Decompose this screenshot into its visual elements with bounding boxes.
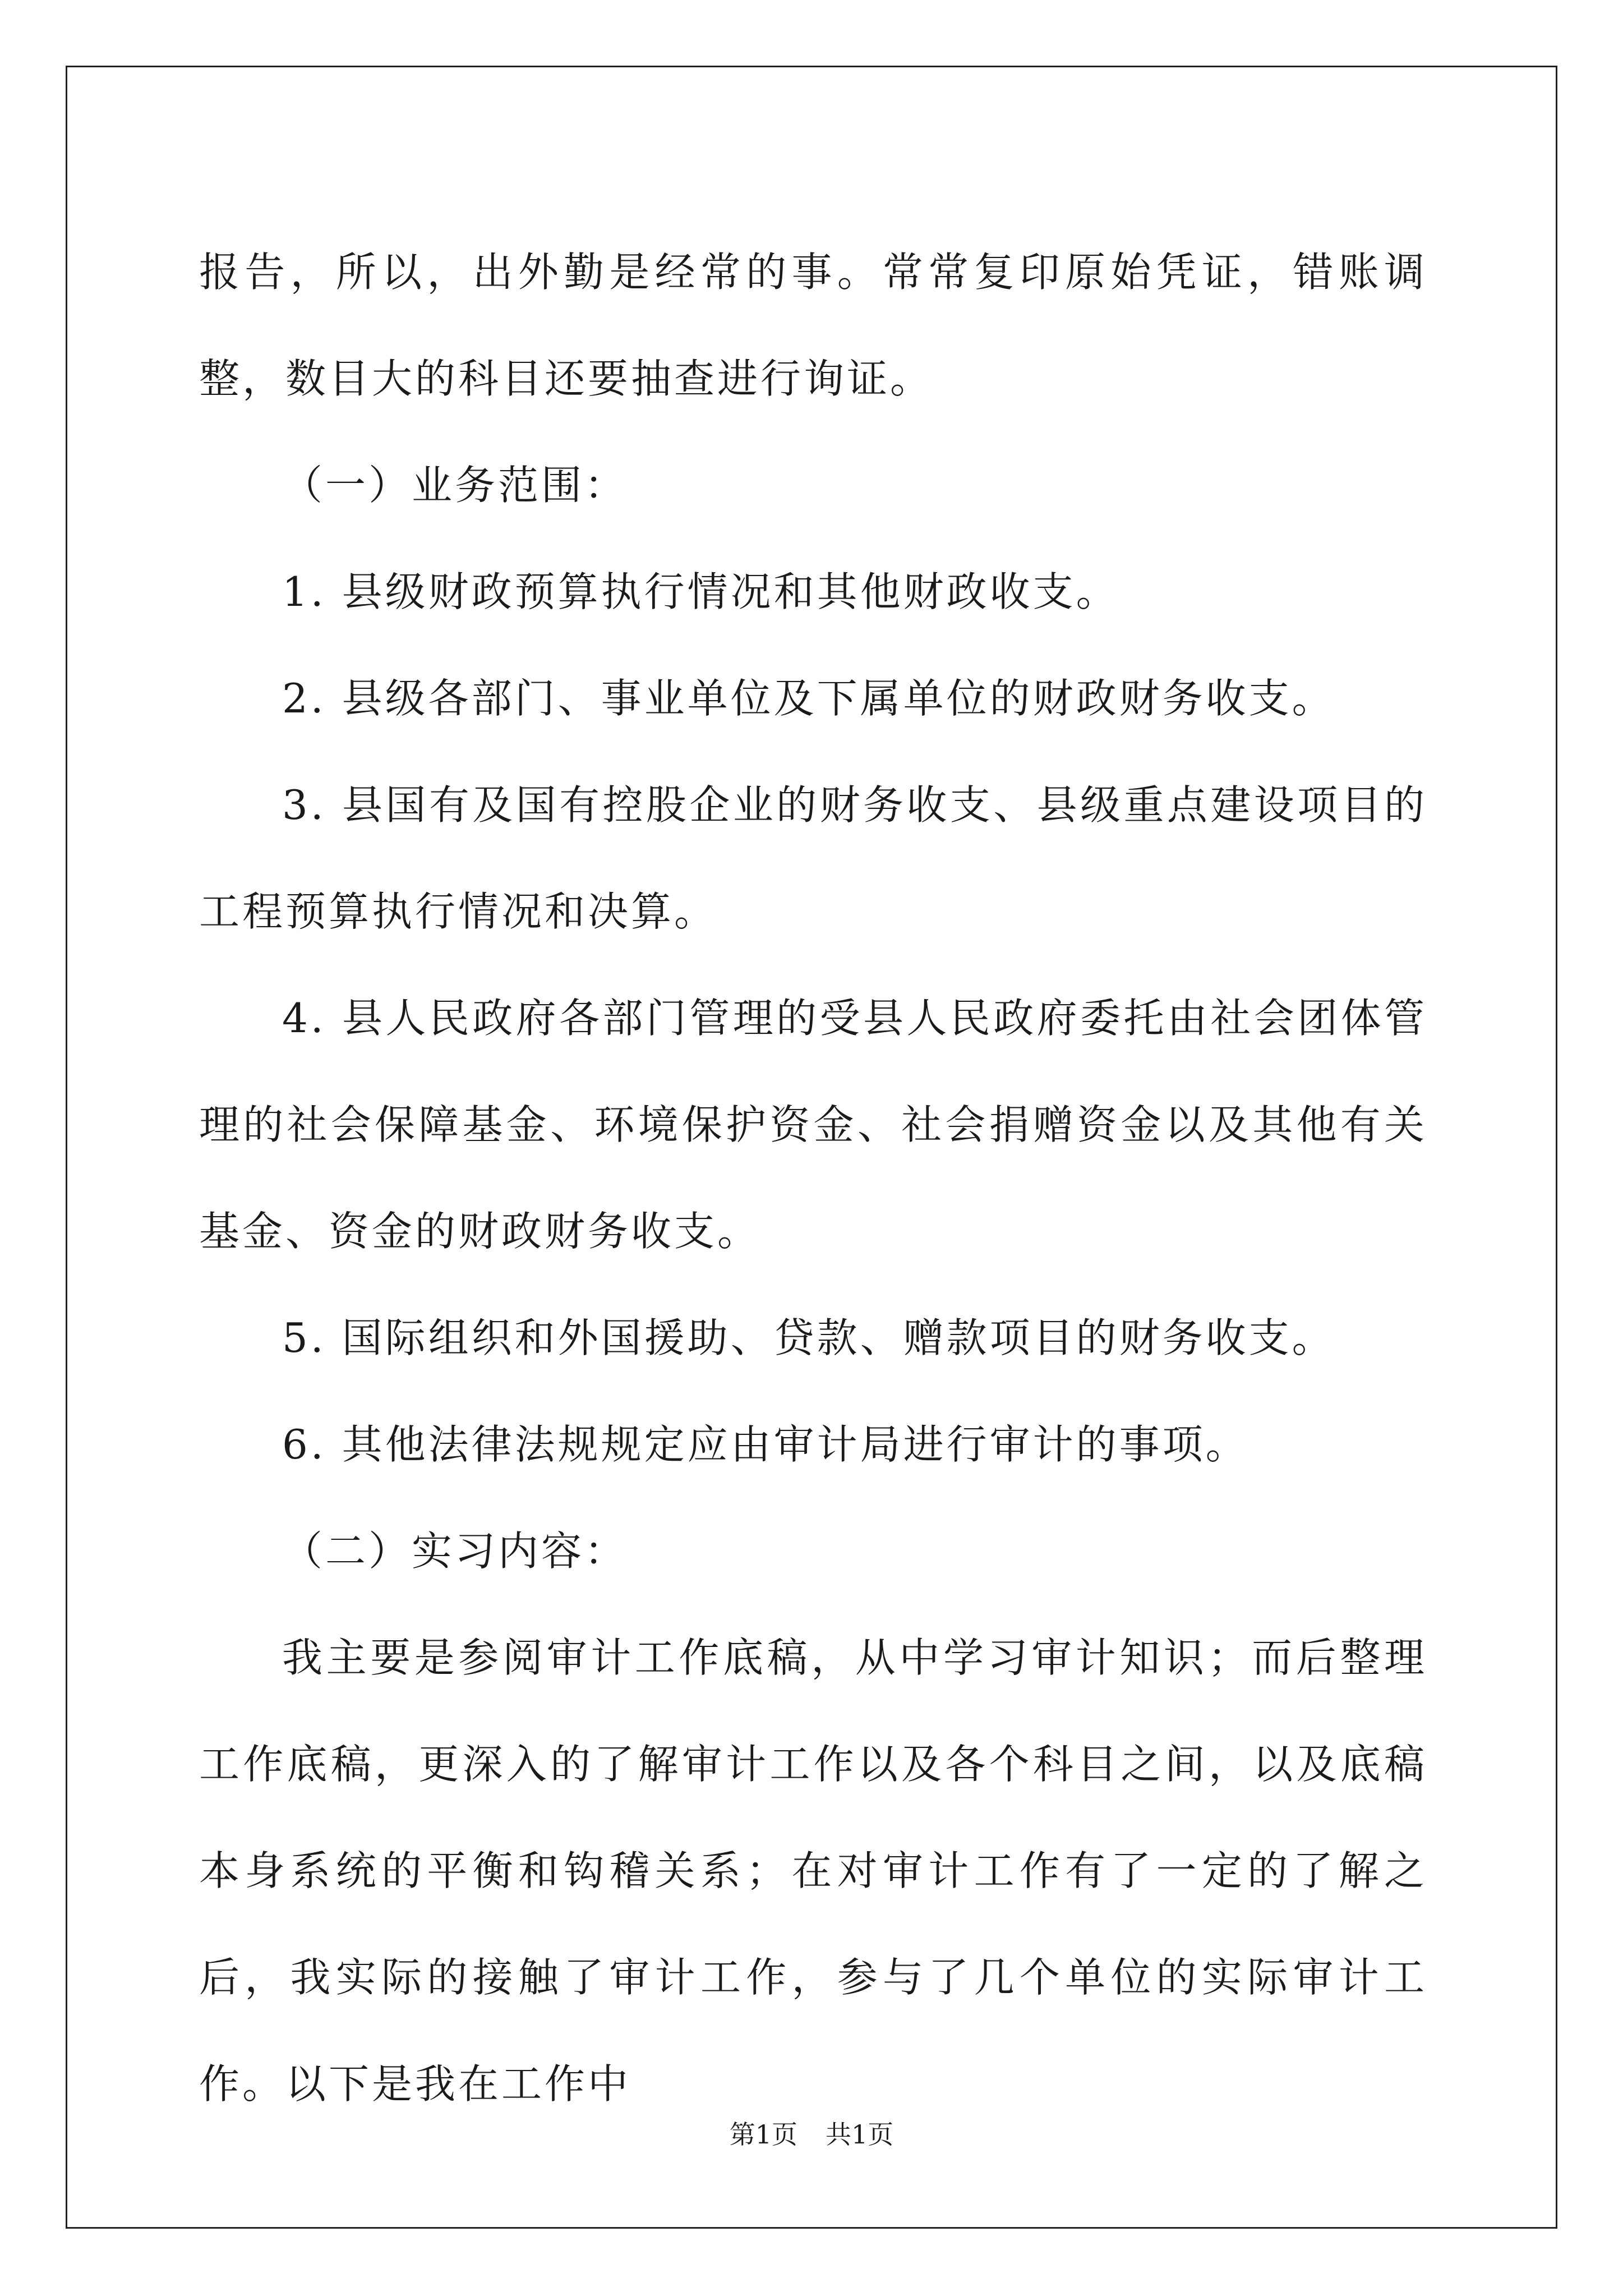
document-body: [199, 219, 1427, 2137]
list-item-3: 3. 县国有及国有控股企业的财务收支、县级重点建设项目的工程预算执行情况和决算。: [199, 781, 1427, 935]
paragraph-internship: 我主要是参阅审计工作底稿，从中学习审计知识；而后整理工作底稿，更深入的了解审计工作以及各个科目之间，以及底稿本身系统的平衡和钩稽关系；在对审计工作有了一定的了解之后，我实际的接触了审计工作，参与了几个单位的实际审计工作。以下是我在工作中: [199, 1634, 1427, 2108]
list-item-4: 4. 县人民政府各部门管理的受县人民政府委托由社会团体管理的社会保障基金、环境保护资金、社会捐赠资金以及其他有关基金、资金的财政财务收支。: [199, 995, 1427, 1255]
page-number: 第1页: [729, 2119, 797, 2150]
section-heading-internship-content: （二）实习内容：: [282, 1527, 628, 1575]
page-footer: [0, 2118, 1623, 2151]
page-total: 共1页: [826, 2119, 894, 2150]
list-item-2: 2. 县级各部门、事业单位及下属单位的财政财务收支。: [282, 675, 1335, 722]
list-item-1: 1. 县级财政预算执行情况和其他财政收支。: [282, 568, 1119, 615]
paragraph-1: 报告，所以，出外勤是经常的事。常常复印原始凭证，错账调整，数目大的科目还要抽查进行询证。: [199, 249, 1427, 402]
section-heading-business-scope: （一）业务范围：: [282, 462, 628, 509]
list-item-6: 6. 其他法律法规规定应由审计局进行审计的事项。: [282, 1421, 1249, 1468]
list-item-5: 5. 国际组织和外国援助、贷款、赠款项目的财务收支。: [282, 1314, 1335, 1361]
